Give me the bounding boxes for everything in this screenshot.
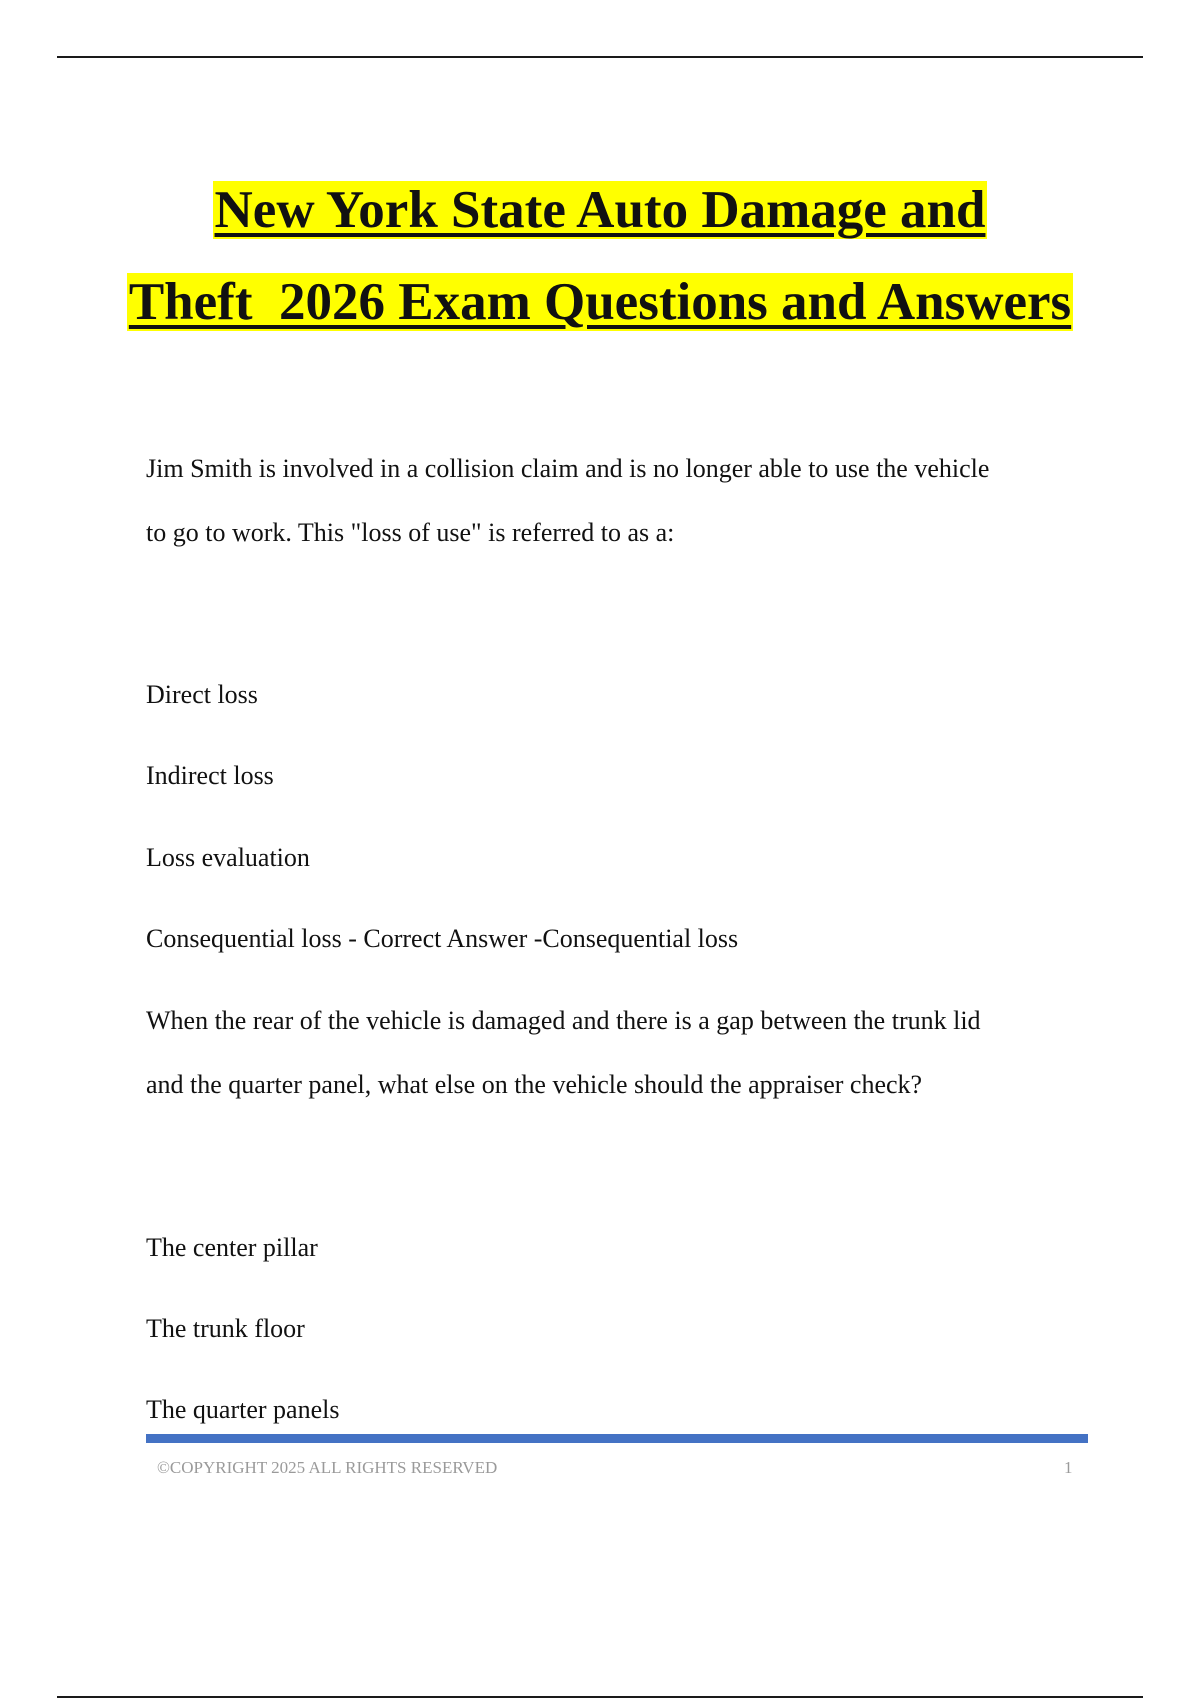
footer-bar xyxy=(146,1434,1088,1443)
document-title-line-1 xyxy=(0,180,1200,240)
question-2-text-line-2: and the quarter panel, what else on the vehicle should the appraiser check? xyxy=(146,1070,923,1099)
title-line-2-text: Theft 2026 Exam Questions and Answers xyxy=(128,273,1072,331)
bottom-rule xyxy=(57,1696,1143,1698)
question-2-option-2: The trunk floor xyxy=(146,1314,305,1343)
question-1-option-3: Loss evaluation xyxy=(146,843,310,872)
question-1-option-2: Indirect loss xyxy=(146,761,274,790)
question-1-text-line-1: Jim Smith is involved in a collision claim and is no longer able to use the vehicle xyxy=(146,454,990,483)
question-1-option-4-answer: Consequential loss - Correct Answer -Consequential loss xyxy=(146,924,739,953)
question-1-option-1: Direct loss xyxy=(146,680,258,709)
question-2-option-1: The center pillar xyxy=(146,1233,318,1262)
title-line-1-text: New York State Auto Damage and xyxy=(214,181,986,239)
question-2-option-3: The quarter panels xyxy=(146,1395,340,1424)
question-2-text-line-1: When the rear of the vehicle is damaged and there is a gap between the trunk lid xyxy=(146,1006,981,1035)
document-title-line-2 xyxy=(0,272,1200,332)
question-1-text-line-2: to go to work. This "loss of use" is referred to as a: xyxy=(146,518,675,547)
footer-page-number: 1 xyxy=(1064,1458,1073,1477)
footer-copyright: ©COPYRIGHT 2025 ALL RIGHTS RESERVED xyxy=(157,1458,498,1477)
top-rule xyxy=(57,56,1143,58)
